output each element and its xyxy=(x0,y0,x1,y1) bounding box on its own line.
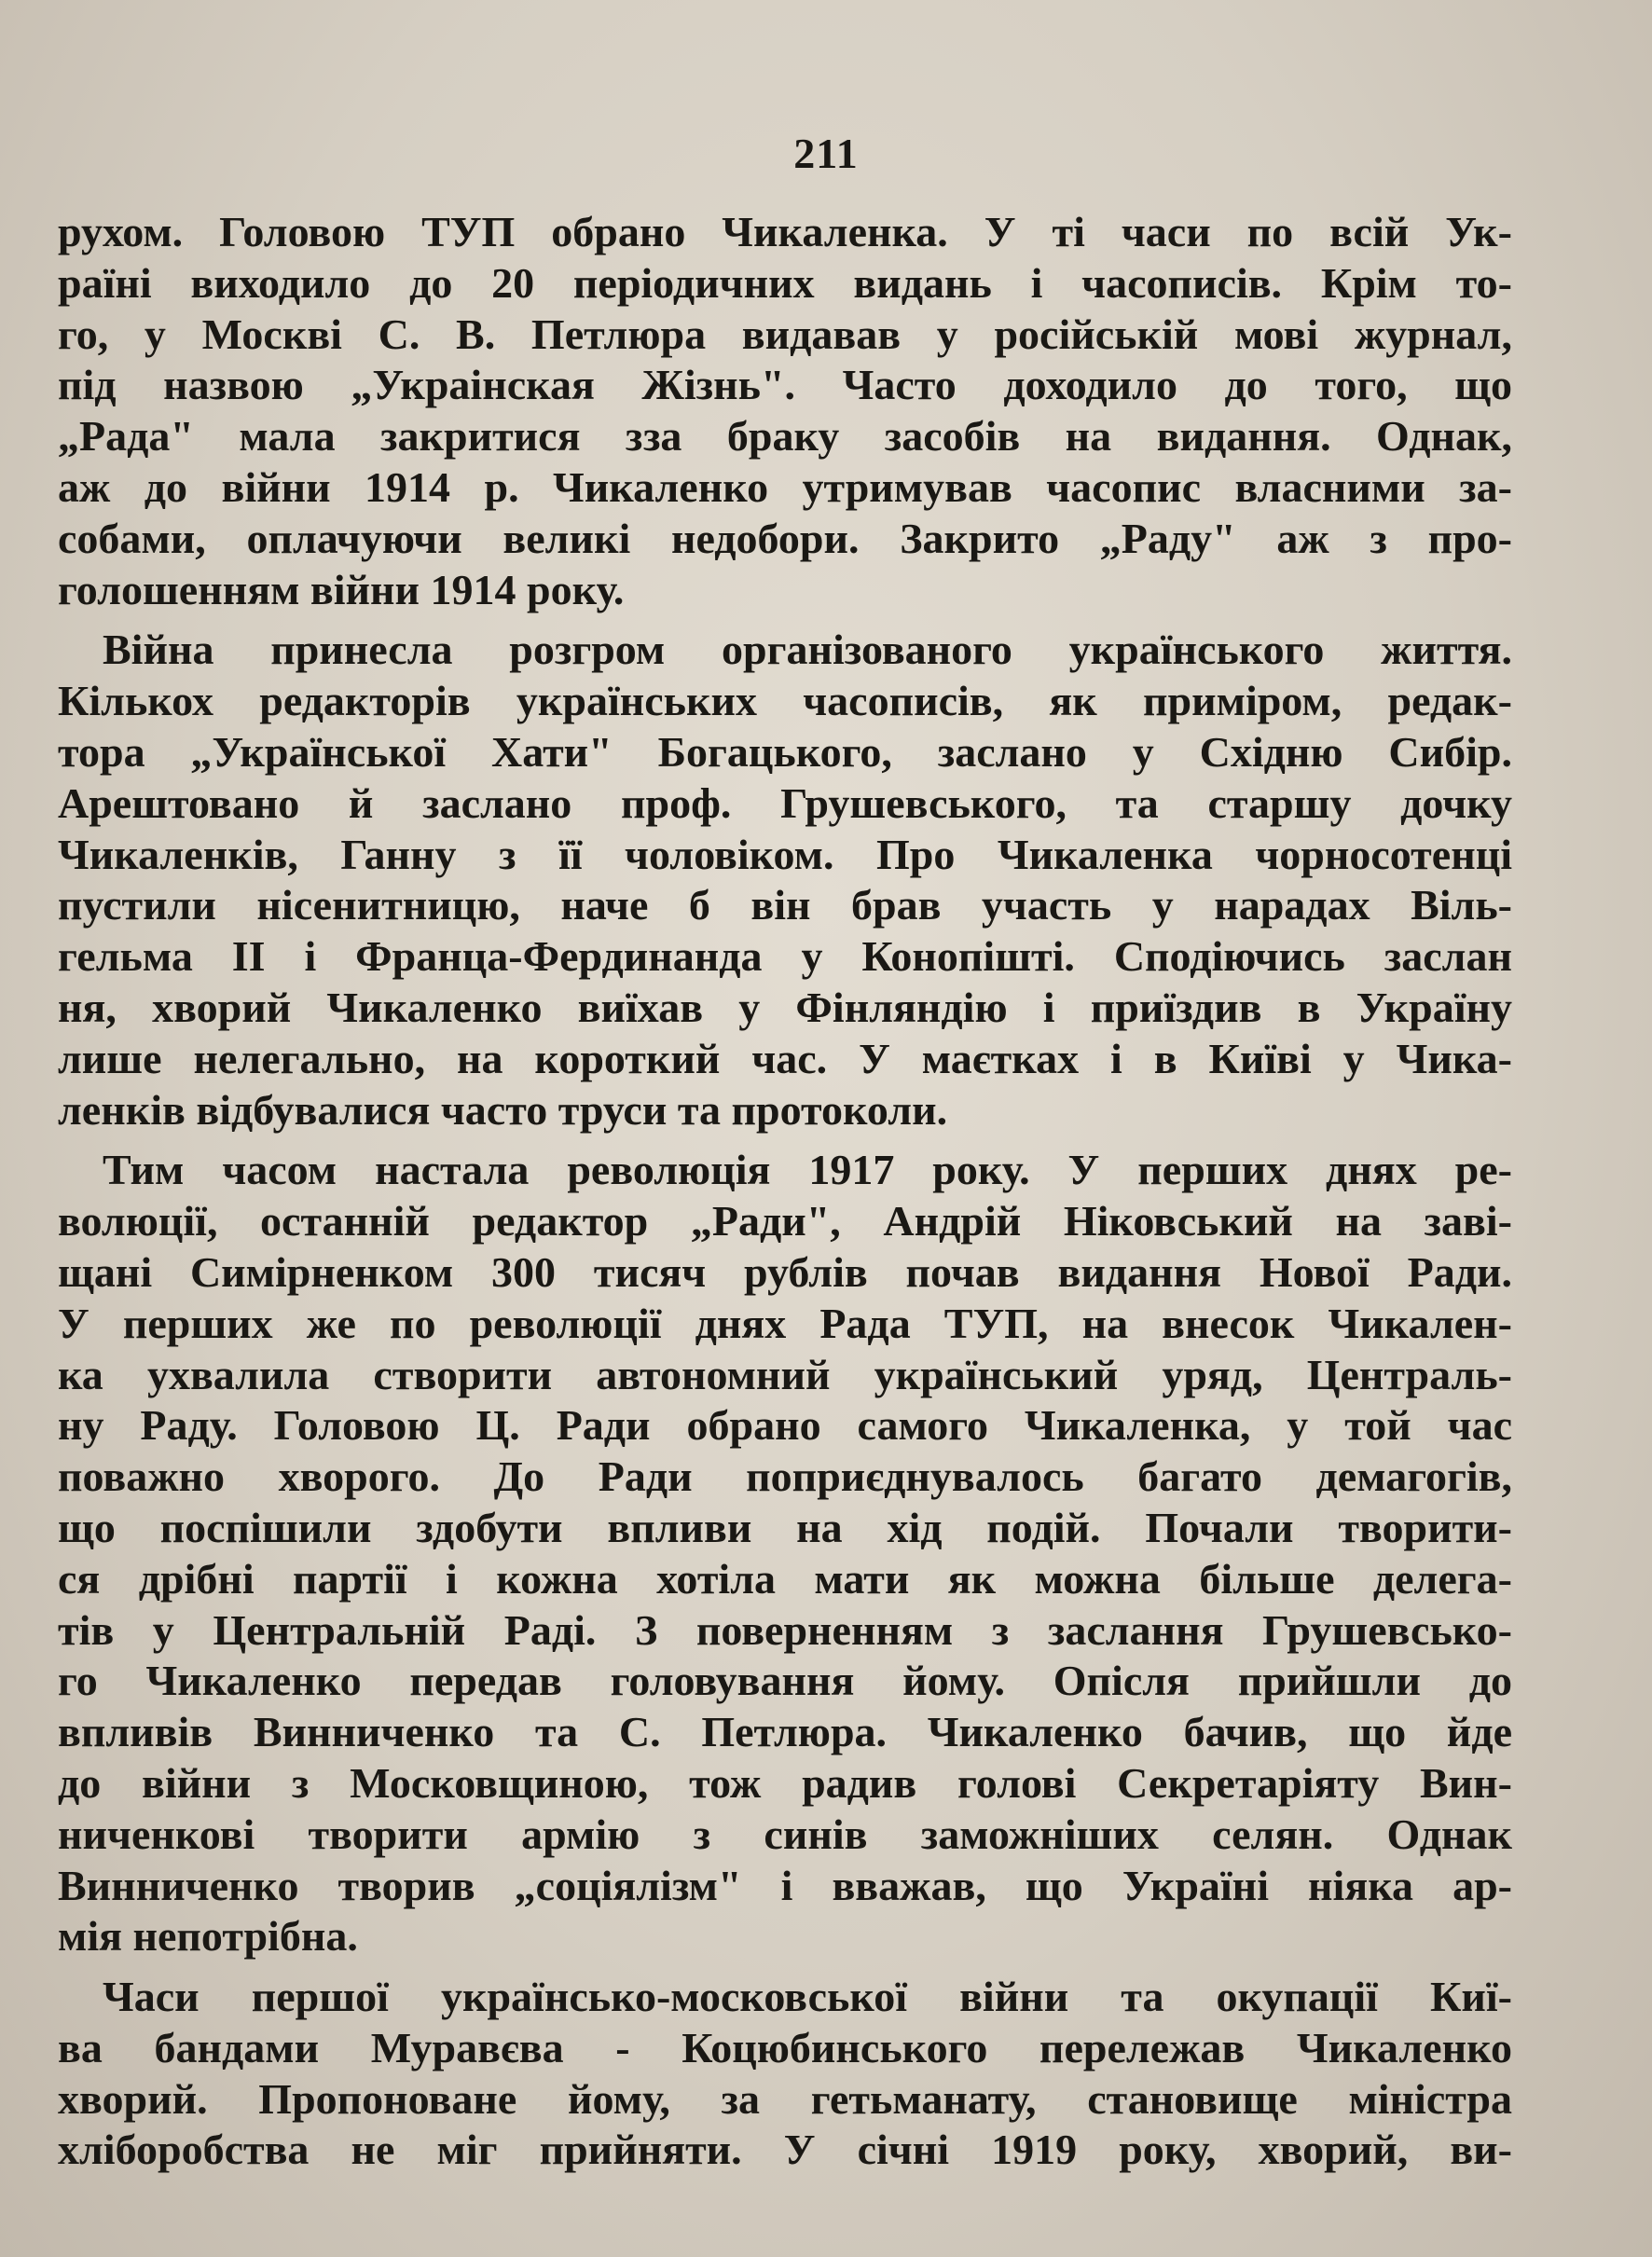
text-line: Кількох редакторів українських часописів, як приміром, редак- xyxy=(58,677,1512,725)
paragraph-2 xyxy=(58,625,1512,1135)
text-line: „Рада" мала закритися зза браку засобів на видання. Однак, xyxy=(58,412,1512,461)
text-line: гельма ІІ і Франца-Фердинанда у Конопішті. Сподіючись заслан xyxy=(58,932,1512,981)
text-line: тів у Центральній Раді. З поверненням з заслання Грушевсько- xyxy=(58,1605,1512,1654)
paragraph-4 xyxy=(58,1972,1512,2176)
paragraph-1 xyxy=(58,207,1512,615)
text-line: го, у Москві С. В. Петлюра видавав у російській мові журнал, xyxy=(58,310,1512,358)
text-line: до війни з Московщиною, тож радив голові Секретаріяту Вин- xyxy=(58,1758,1512,1807)
text-line: мія непотрібна. xyxy=(58,1912,358,1961)
text-line: ленків відбувалися часто труси та протоколи. xyxy=(58,1085,948,1134)
text-line: хворий. Пропоноване йому, за гетьманату, становище міністра xyxy=(58,2074,1512,2123)
text-line: волюції, останній редактор „Ради", Андрій Ніковський на заві- xyxy=(58,1197,1512,1245)
text-line: під назвою „Украінская Жізнь". Часто доходило до того, що xyxy=(58,361,1512,409)
text-line: Війна принесла розгром організованого українського життя. xyxy=(103,626,1512,674)
text-line: У перших же по революції днях Рада ТУП, на внесок Чикален- xyxy=(58,1299,1512,1347)
text-line: Чикаленків, Ганну з її чоловіком. Про Чикаленка чорносотенці xyxy=(58,830,1512,878)
text-line: ся дрібні партії і кожна хотіла мати як можна більше делега- xyxy=(58,1554,1512,1603)
text-line: Арештовано й заслано проф. Грушевського, та старшу дочку xyxy=(58,778,1512,827)
text-line: рухом. Головою ТУП обрано Чикаленка. У ті часи по всій Ук- xyxy=(58,208,1512,255)
text-line: голошенням війни 1914 року. xyxy=(58,565,625,613)
text-line: Часи першої українсько-московської війни та окупації Киї- xyxy=(103,1973,1512,2021)
body-text xyxy=(58,207,1512,2185)
text-line: хліборобства не міг прийняти. У січні 1919 року, хворий, ви- xyxy=(58,2126,1512,2174)
text-line: Тим часом настала революція 1917 року. У перших днях ре- xyxy=(103,1146,1512,1194)
text-line: Винниченко творив „соціялізм" і вважав, що Україні ніяка ар- xyxy=(58,1861,1512,1909)
paragraph-3 xyxy=(58,1145,1512,1962)
text-line: собами, оплачуючи великі недобори. Закрито „Раду" аж з про- xyxy=(58,514,1512,562)
text-line: ва бандами Муравєва - Коцюбинського перележав Чикаленко xyxy=(58,2023,1512,2071)
text-line: лише нелегально, на короткий час. У маєтках і в Київі у Чика- xyxy=(58,1034,1512,1082)
text-line: ниченкові творити армію з синів заможніших селян. Однак xyxy=(58,1810,1512,1858)
text-line: поважно хворого. До Ради поприєднувалось багато демагогів, xyxy=(58,1452,1512,1501)
text-line: ня, хворий Чикаленко виїхав у Фінляндію і приїздив в Україну xyxy=(58,983,1512,1031)
text-line: щані Симірненком 300 тисяч рублів почав видання Нової Ради. xyxy=(58,1247,1512,1296)
text-line: що поспішили здобути впливи на хід подій. Почали творити- xyxy=(58,1503,1512,1551)
page-number: 211 xyxy=(793,130,859,177)
text-line: тора „Української Хати" Богацького, заслано у Східню Сибір. xyxy=(58,727,1512,776)
text-line: впливів Винниченко та С. Петлюра. Чикаленко бачив, що йде xyxy=(58,1708,1512,1756)
text-line: ну Раду. Головою Ц. Ради обрано самого Чикаленка, у той час xyxy=(58,1401,1512,1450)
text-line: го Чикаленко передав головування йому. Опісля прийшли до xyxy=(58,1657,1512,1705)
text-line: ка ухвалила створити автономний український уряд, Централь- xyxy=(58,1350,1512,1398)
text-line: пустили нісенитницю, наче б він брав участь у нарадах Віль- xyxy=(58,881,1512,929)
text-line: раїні виходило до 20 періодичних видань і часописів. Крім то- xyxy=(58,258,1512,307)
text-line: аж до війни 1914 р. Чикаленко утримував часопис власними за- xyxy=(58,462,1512,511)
